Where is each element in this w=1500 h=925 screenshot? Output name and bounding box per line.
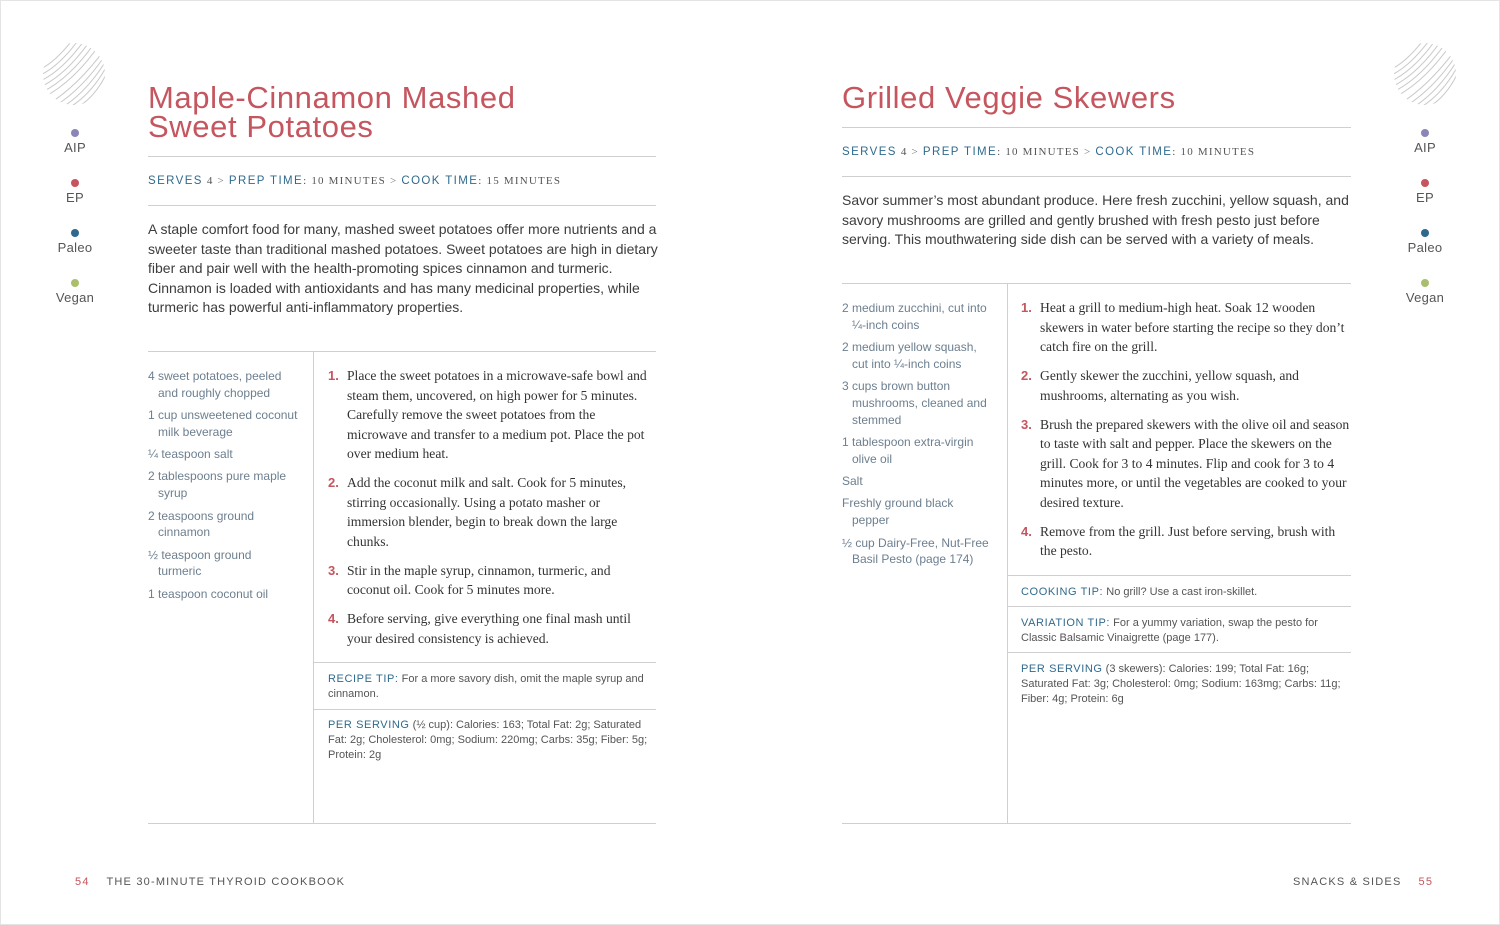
ep-dot-icon (1421, 179, 1429, 187)
step-number: 4. (1021, 523, 1032, 539)
vegan-dot-icon (1421, 279, 1429, 287)
legend-item-paleo (1390, 229, 1460, 276)
decorative-lines-icon (1393, 42, 1457, 106)
step-text: Heat a grill to medium-high heat. Soak 12 wooden skewers in water before starting the recipe so they don’t catch fire on the grill. (1040, 300, 1345, 354)
recipe-title (148, 80, 668, 144)
step-text: Brush the prepared skewers with the olive oil and season to taste with salt and pepper. Place the skewers on the grill. Cook for 3 to 4 minutes. Flip and cook for 3 to 4 minutes more, or until the vegetables are cooked to your desired texture. (1040, 416, 1350, 510)
step-item (1021, 522, 1353, 561)
divider (1007, 606, 1351, 607)
step-item (328, 366, 654, 464)
recipe-meta (148, 175, 561, 187)
divider (148, 156, 656, 157)
ingredient-item: 2 medium yellow squash, cut into ¼-inch coins (842, 340, 977, 371)
tip-text: For a yummy variation, swap the pesto for Classic Balsamic Vinaigrette (page 177). (1021, 617, 1318, 644)
step-item (328, 609, 654, 648)
ingredient-item: 2 teaspoons ground cinnamon (148, 508, 255, 540)
legend-label: Vegan (55, 290, 95, 305)
cook-value: 10 MINUTES (1180, 146, 1256, 158)
book-title: THE 30-MINUTE THYROID COOKBOOK (106, 876, 346, 888)
step-text: Add the coconut milk and salt. Cook for 5 minutes, stirring occasionally. Using a potato masher or immersion blender, begin to break down the large chunks. (347, 475, 627, 549)
serves-value: 4 (206, 175, 214, 187)
vegan-dot-icon (71, 279, 79, 287)
column-divider (313, 351, 314, 824)
serves-label: SERVES (842, 146, 897, 158)
prep-label: PREP TIME (922, 146, 998, 158)
step-number: 2. (1021, 368, 1032, 383)
nutrition-info (1021, 662, 1351, 706)
cook-label: COOK TIME (401, 175, 479, 187)
serves-label: SERVES (148, 175, 203, 187)
serving-label: PER SERVING (1021, 663, 1103, 675)
colon: : (303, 175, 308, 187)
ingredient-list (148, 368, 298, 608)
variation-tip (1021, 616, 1351, 646)
paleo-dot-icon (71, 229, 79, 237)
step-text: Place the sweet potatoes in a microwave-safe bowl and steam them, uncovered, on high power for 5 minutes. Carefully remove the sweet potatoes from the microwave and transfer to a medium pot. Place the pot over medium heat. (347, 368, 647, 461)
step-item (328, 561, 654, 600)
ingredient-item: ½ teaspoon ground turmeric (148, 547, 252, 579)
tip-label: RECIPE TIP: (328, 673, 399, 685)
legend-label: EP (1416, 190, 1434, 205)
ingredient-item: 2 medium zucchini, cut into ¼-inch coins (842, 301, 987, 332)
colon: : (478, 175, 483, 187)
divider (148, 205, 656, 206)
separator: > (1083, 146, 1092, 158)
divider (842, 176, 1351, 177)
tip-text: For a more savory dish, omit the maple syrup and cinnamon. (328, 673, 644, 700)
step-item (1021, 298, 1353, 357)
ingredient-item: Freshly ground black pepper (842, 496, 954, 528)
decorative-lines-icon (42, 42, 106, 106)
page-number: 54 (75, 876, 90, 888)
prep-value: 10 MINUTES (311, 175, 386, 187)
step-list (1021, 298, 1353, 570)
tip-text: No grill? Use a cast iron-skillet. (1106, 586, 1258, 598)
ingredient-item: 1 teaspoon coconut oil (148, 586, 269, 601)
recipe-title-line: Sweet Potatoes (148, 109, 374, 144)
prep-label: PREP TIME (228, 175, 304, 187)
footer-right (1293, 876, 1433, 888)
serving-text: (3 skewers): Calories: 199; Total Fat: 16g; Saturated Fat: 3g; Cholesterol: 0mg; Sodium: 163mg; Carbs: 11g; Fiber: 4g; Protein: 6g (1021, 663, 1341, 705)
divider (313, 662, 656, 663)
nutrition-info (328, 718, 654, 762)
step-text: Before serving, give everything one final mash until your desired consistency is achieved. (347, 611, 631, 646)
paleo-dot-icon (1421, 229, 1429, 237)
step-number: 2. (328, 475, 339, 490)
divider (842, 283, 1351, 284)
ingredient-item: 1 cup unsweetened coconut milk beverage (148, 408, 298, 439)
step-number: 1. (328, 368, 339, 383)
legend-item-vegan (40, 279, 110, 326)
colon: : (997, 146, 1002, 158)
footer-left (75, 876, 345, 888)
divider (313, 709, 656, 710)
cook-value: 15 MINUTES (486, 175, 562, 187)
cooking-tip (1021, 585, 1351, 600)
legend-label: Paleo (1407, 240, 1443, 255)
divider (842, 127, 1351, 128)
legend-label: AIP (64, 140, 86, 155)
divider (148, 823, 656, 824)
step-number: 3. (1021, 416, 1032, 432)
aip-dot-icon (71, 129, 79, 137)
recipe-title-line: Maple-Cinnamon Mashed (148, 80, 516, 115)
recipe-intro: Savor summer’s most abundant produce. Here fresh zucchini, yellow squash, and savory mushrooms are grilled and gently brushed with fresh pesto just before serving. This mouthwatering side dish can be served with a variety of meals. (842, 192, 1349, 247)
serving-text: (½ cup): Calories: 163; Total Fat: 2g; Saturated Fat: 2g; Cholesterol: 0mg; Sodium: 220mg; Carbs: 35g; Fiber: 5g; Protein: 2g (328, 719, 648, 761)
legend-label: Vegan (1405, 290, 1445, 305)
page-number: 55 (1418, 876, 1434, 888)
legend-item-ep (1390, 179, 1460, 226)
separator: > (911, 146, 919, 158)
divider (148, 351, 656, 352)
legend-label: EP (66, 190, 84, 205)
step-text: Stir in the maple syrup, cinnamon, turmeric, and coconut oil. Cook for 5 minutes more. (347, 562, 611, 597)
step-text: Remove from the grill. Just before serving, brush with the pesto. (1040, 523, 1336, 558)
divider (842, 823, 1351, 824)
separator: > (217, 175, 225, 187)
cook-label: COOK TIME (1095, 146, 1173, 158)
divider (1007, 575, 1351, 576)
recipe-title: Grilled Veggie Skewers (842, 80, 1176, 115)
step-item (1021, 366, 1353, 405)
ingredient-item: ¼ teaspoon salt (148, 447, 233, 462)
step-text: Gently skewer the zucchini, yellow squash, and mushrooms, alternating as you wish. (1040, 368, 1299, 403)
recipe-intro: A staple comfort food for many, mashed sweet potatoes offer more nutrients and a sweeter taste than traditional mashed potatoes. Sweet potatoes are high in dietary fiber and pair well with the health-promoting spices cinnamon and turmeric. Cinnamon is loaded with antioxidants and has many medicinal properties, while turmeric has powerful anti-inflammatory properties. (148, 221, 658, 315)
ep-dot-icon (71, 179, 79, 187)
recipe-tip (328, 672, 654, 702)
recipe-meta (842, 146, 1255, 158)
ingredient-item: ½ cup Dairy-Free, Nut-Free Basil Pesto (page 174) (842, 535, 989, 567)
aip-dot-icon (1421, 129, 1429, 137)
legend-label: AIP (1414, 140, 1436, 155)
step-number: 3. (328, 562, 339, 578)
ingredient-list (842, 300, 994, 574)
ingredient-item: 3 cups brown button mushrooms, cleaned and stemmed (842, 379, 987, 427)
serves-value: 4 (900, 146, 908, 158)
legend-item-vegan (1390, 279, 1460, 326)
serving-label: PER SERVING (328, 719, 410, 731)
section-title: SNACKS & SIDES (1293, 876, 1402, 888)
legend-item-aip (1390, 129, 1460, 176)
step-item (328, 473, 654, 551)
divider (1007, 652, 1351, 653)
step-number: 1. (1021, 300, 1032, 315)
step-list (328, 366, 654, 658)
step-number: 4. (328, 611, 339, 626)
legend-label: Paleo (57, 240, 93, 255)
tip-label: COOKING TIP: (1021, 586, 1104, 598)
colon: : (1172, 146, 1177, 158)
column-divider (1007, 283, 1008, 824)
diet-legend-right (1390, 126, 1460, 326)
legend-item-aip (40, 129, 110, 176)
legend-item-paleo (40, 229, 110, 276)
legend-item-ep (40, 179, 110, 226)
diet-legend-left (40, 126, 110, 326)
separator: > (389, 175, 398, 187)
ingredient-item: 1 tablespoon extra-virgin olive oil (842, 435, 974, 466)
ingredient-item: Salt (842, 474, 863, 489)
ingredient-item: 2 tablespoons pure maple syrup (148, 469, 287, 501)
ingredient-item: 4 sweet potatoes, peeled and roughly chopped (148, 369, 282, 400)
step-item (1021, 415, 1353, 513)
tip-label: VARIATION TIP: (1021, 617, 1111, 629)
prep-value: 10 MINUTES (1005, 146, 1080, 158)
